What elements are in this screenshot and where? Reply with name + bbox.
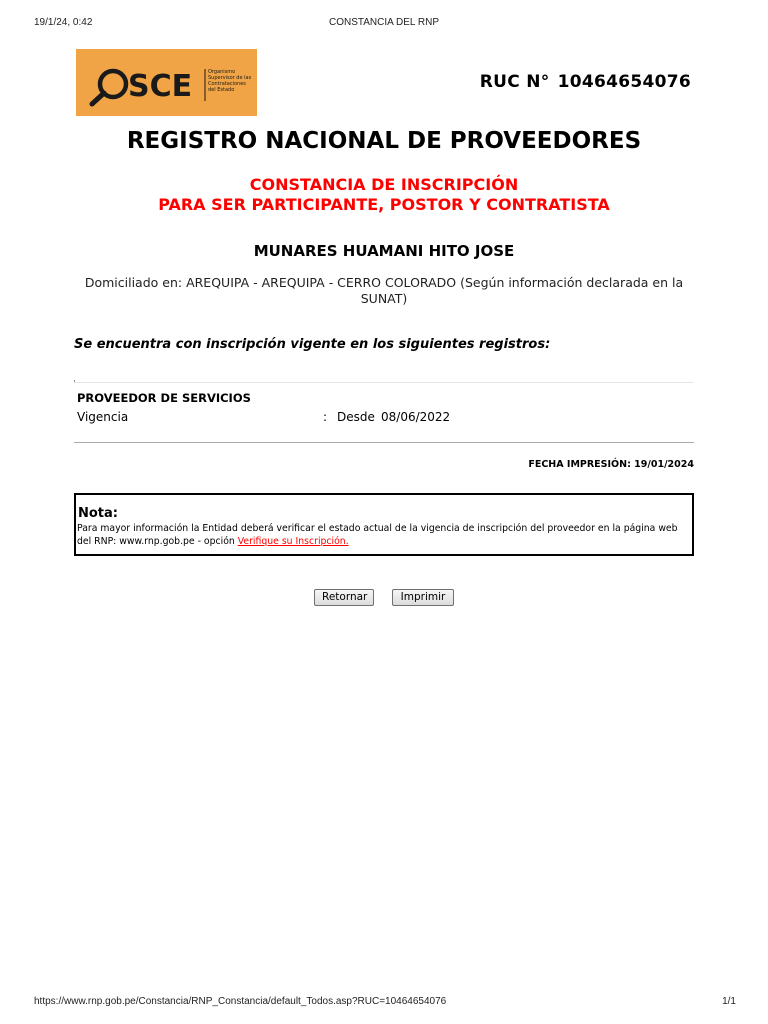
print-url: https://www.rnp.gob.pe/Constancia/RNP_Constancia/default_Todos.asp?RUC=10464654076	[34, 996, 447, 1007]
desde-label: Desde	[337, 410, 375, 424]
print-page-number: 1/1	[722, 996, 736, 1007]
nota-body: Para mayor información la Entidad deberá verificar el estado actual de la vigencia de inscripción del proveedor en la página web del RNP: www.rnp.gob.pe - opción	[77, 523, 678, 547]
ruc-number	[480, 72, 691, 92]
retornar-button[interactable]: Retornar	[314, 589, 374, 606]
domicilio-text: Domiciliado en: AREQUIPA - AREQUIPA - CERRO COLORADO (Según información declarada en la SUNAT)	[84, 275, 684, 306]
ruc-label: RUC N°	[479, 72, 550, 92]
divider	[74, 442, 694, 443]
vigencia-row	[77, 410, 694, 426]
subtitle	[0, 175, 768, 215]
subtitle-line-1: CONSTANCIA DE INSCRIPCIÓN	[249, 175, 519, 194]
registros-heading: Se encuentra con inscripción vigente en los siguientes registros:	[74, 337, 551, 352]
page-title: REGISTRO NACIONAL DE PROVEEDORES	[126, 128, 642, 154]
divider	[74, 382, 694, 383]
vigencia-separator: :	[323, 410, 328, 424]
logo-text: SCE	[128, 69, 193, 104]
logo-subtext: Organismo Supervisor de las Contrataciones del Estado	[208, 69, 252, 93]
vigencia-label: Vigencia	[77, 410, 129, 424]
provider-name: MUNARES HUAMANI HITO JOSE	[253, 242, 515, 260]
ruc-value: 10464654076	[557, 72, 691, 92]
nota-text	[77, 522, 688, 548]
registro-item	[77, 391, 694, 426]
nota-title: Nota:	[78, 506, 118, 521]
nota-box	[74, 493, 694, 556]
osce-logo	[76, 49, 257, 116]
print-page-title: CONSTANCIA DEL RNP	[328, 17, 440, 28]
subtitle-line-2: PARA SER PARTICIPANTE, POSTOR Y CONTRATISTA	[158, 195, 610, 214]
imprimir-button[interactable]: Imprimir	[392, 589, 454, 606]
desde-date: 08/06/2022	[381, 410, 451, 424]
verifique-inscripcion-link[interactable]: Verifique su Inscripción.	[237, 536, 349, 547]
registro-name: PROVEEDOR DE SERVICIOS	[77, 391, 251, 405]
fecha-impresion: FECHA IMPRESIÓN: 19/01/2024	[528, 459, 694, 470]
print-datetime: 19/1/24, 0:42	[34, 17, 93, 28]
